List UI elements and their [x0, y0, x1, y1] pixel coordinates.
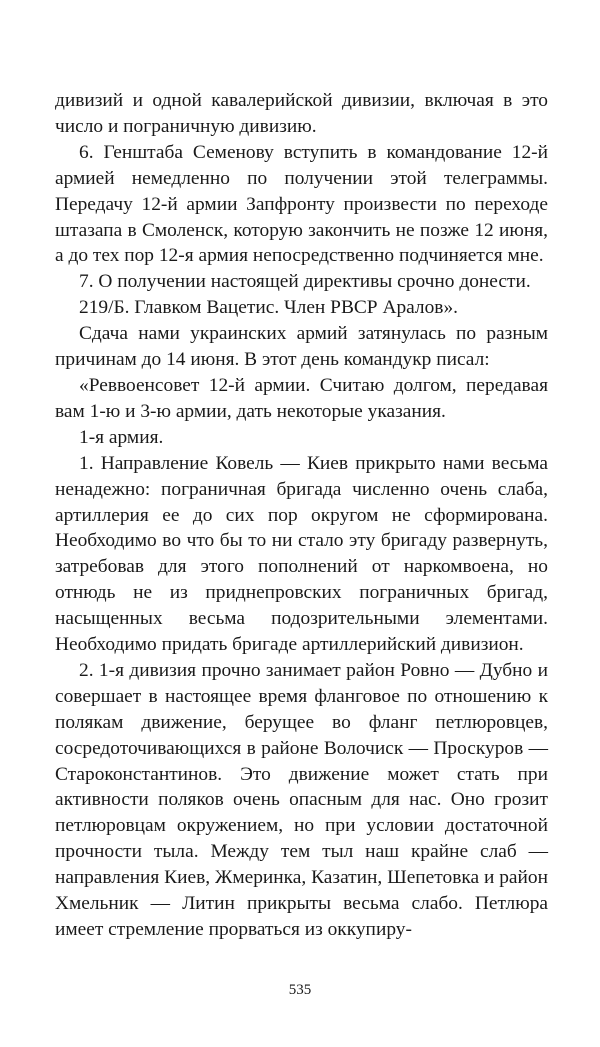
paragraph-narrative: Сдача нами украинских армий затянулась по разным причинам до 14 июня. В этот день командукр писал: [55, 323, 548, 371]
paragraph-signature: 219/Б. Главком Вацетис. Член РВСР Аралов». [79, 297, 458, 319]
paragraph-item-7: 7. О получении настоящей директивы срочно донести. [79, 271, 531, 293]
paragraph-continuation: дивизий и одной кавалерийской дивизии, включая в это число и пограничную дивизию. [55, 90, 548, 137]
paragraph-point-2: 2. 1-я дивизия прочно занимает район Ровно — Дубно и совершает в настоящее время фланговое по отношению к полякам движение, берущее во фланг петлюровцев, сосредоточивающихся в районе Волочиск — Проскуров — Староконстантинов. Это движение может стать при активности поляков очень опасным для нас. Оно грозит петлюровцам окружением, но при условии достаточной прочности тыла. Между тем тыл наш крайне слаб — направления Киев, Жмеринка, Казатин, Шепетовка и район Хмельник — Литин прикрыты весьма слабо. Петлюра имеет стремление прорваться из оккупиру- [55, 659, 548, 940]
paragraph-army-heading: 1-я армия. [79, 426, 164, 448]
page-number: 535 [288, 982, 312, 998]
paragraph-point-1: 1. Направление Ковель — Киев прикрыто нами весьма ненадежно: пограничная бригада численно очень слаба, артиллерия ее до сих пор округом не сформирована. Необходимо во что бы то ни стало эту бригаду развернуть, затребовав для этого пополнений от наркомвоена, но отнюдь не из приднепровских пограничных бригад, насыщенных весьма подозрительными элементами. Необходимо придать бригаде артиллерийский дивизион. [55, 452, 548, 656]
page-body [55, 88, 548, 943]
paragraph-quote-opening: «Реввоенсовет 12-й армии. Считаю долгом, передавая вам 1-ю и 3-ю армии, дать некоторые указания. [55, 374, 548, 422]
paragraph-item-6: 6. Генштаба Семенову вступить в командование 12-й армией немедленно по получении этой телеграммы. Передачу 12-й армии Запфронту произвести по переходе штазапа в Смоленск, которую закончить не позже 12 июня, а до тех пор 12-я армия непосредственно подчиняется мне. [55, 141, 548, 267]
